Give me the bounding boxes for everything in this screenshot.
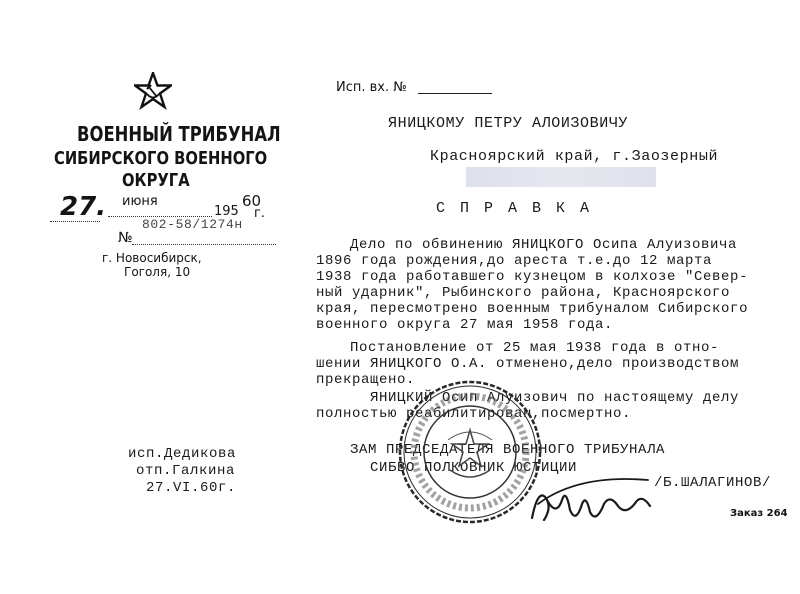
tribunal-address-line1: г. Новосибирск, xyxy=(102,251,202,265)
body-line: 1896 года рождения,до ареста т.е.до 12 марта xyxy=(316,253,713,269)
body-line: шении ЯНИЦКОГО О.А. отменено,дело производством xyxy=(316,356,740,372)
body-line: ЯНИЦКИЙ Осип Алуизович по настоящему делу xyxy=(370,390,740,406)
body-line: полностью реабилитирован,посмертно. xyxy=(316,406,632,422)
body-line: прекращено. xyxy=(316,372,416,388)
tribunal-address-line2: Гоголя, 10 xyxy=(124,265,191,279)
incoming-number-underline xyxy=(418,93,492,94)
recipient-name: ЯНИЦКОМУ ПЕТРУ АЛОИЗОВИЧУ xyxy=(388,115,629,132)
body-line: Постановление от 25 мая 1938 года в отно- xyxy=(350,340,720,356)
date-year-suffix: 60 xyxy=(242,192,262,210)
signatory-position-line2: СИБВО ПОЛКОВНИК ЮСТИЦИИ xyxy=(370,460,578,476)
round-seal-stamp xyxy=(396,378,544,526)
outgoing-number-value: 802-58/1274н xyxy=(142,217,243,232)
signatory-name: /Б.ШАЛАГИНОВ/ xyxy=(654,475,772,491)
redacted-address xyxy=(466,167,656,187)
print-order-number: Заказ 264 xyxy=(730,508,788,519)
date-day: 27. xyxy=(60,192,107,222)
body-line: ный ударник", Рыбинского района, Красноярского xyxy=(316,285,731,301)
document-title: С П Р А В К А xyxy=(436,200,593,217)
recipient-place: Красноярский край, г.Заозерный xyxy=(430,148,719,165)
tribunal-name-line3: ОКРУГА xyxy=(122,170,190,191)
tribunal-name-line2: СИБИРСКОГО ВОЕННОГО xyxy=(54,148,268,169)
executor-line1: исп.Дедикова xyxy=(128,446,237,462)
date-day-underline xyxy=(50,221,100,222)
date-year-prefix: 195 xyxy=(214,204,239,219)
handwritten-signature xyxy=(528,470,658,530)
body-line: военного округа 27 мая 1958 года. xyxy=(316,317,614,333)
body-line: края, пересмотрено военным трибуналом Сибирского xyxy=(316,301,749,317)
date-month: июня xyxy=(122,194,158,209)
executor-line2: отп.Галкина xyxy=(136,463,236,479)
body-line: Дело по обвинению ЯНИЦКОГО Осипа Алуизовича xyxy=(350,237,738,253)
star-hammer-sickle-emblem xyxy=(134,72,172,110)
outgoing-number-underline xyxy=(132,244,276,245)
body-line: 1938 года работавшего кузнецом в колхозе "Север- xyxy=(316,269,749,285)
executor-line3: 27.VI.60г. xyxy=(146,480,237,496)
signatory-position-line1: ЗАМ ПРЕДСЕДАТЕЛЯ ВОЕННОГО ТРИБУНАЛА xyxy=(350,442,666,458)
outgoing-number-prefix: № xyxy=(118,230,133,246)
date-year-unit: г. xyxy=(254,206,265,221)
tribunal-name-line1: ВОЕННЫЙ ТРИБУНАЛ xyxy=(77,122,281,146)
incoming-number-label: Исп. вх. № xyxy=(336,80,407,95)
